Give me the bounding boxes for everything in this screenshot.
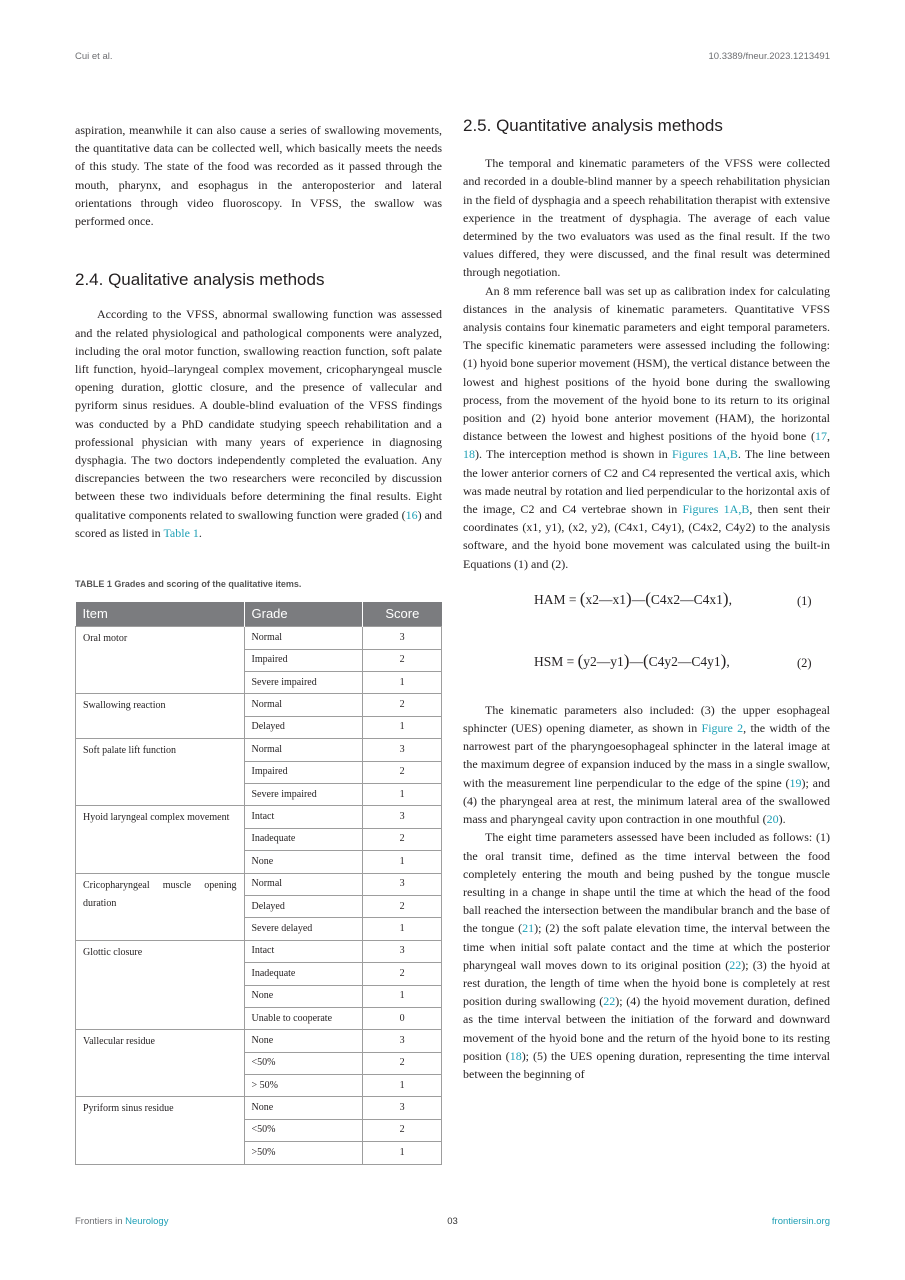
grade-cell: Delayed [244,716,363,738]
figure-link[interactable]: Figures 1A,B [682,502,750,517]
text: ); (4) the hyoid movement duration, defined as the time interval between the initiation of the forward and downward movement of the hyoid bone and the return of the hyoid bone to its resting position ( [463,994,830,1063]
journal-name[interactable]: Neurology [125,1216,169,1227]
grade-cell: >50% [244,1142,363,1164]
grade-cell: Intact [244,940,363,962]
citation-link[interactable]: 17 [815,429,827,444]
table-caption: TABLE 1 Grades and scoring of the qualitative items. [75,579,302,590]
score-cell: 2 [363,963,442,985]
score-cell: 1 [363,851,442,873]
item-cell: Hyoid laryngeal complex movement [76,806,245,873]
score-cell: 1 [363,784,442,806]
score-cell: 3 [363,1030,442,1052]
paragraph [463,701,830,828]
grade-cell: None [244,851,363,873]
citation-link[interactable]: 20 [766,812,779,827]
paragraph [463,828,830,1083]
text: ). [778,812,786,827]
grade-cell: Normal [244,873,363,895]
score-cell: 3 [363,627,442,649]
grade-cell: Impaired [244,761,363,783]
grade-cell: Severe delayed [244,918,363,940]
equation-term: C4y2—C4y1 [648,653,721,669]
text: The kinematic parameters also included: (3) the upper esophageal sphincter (UES) opening diameter, as shown in [463,702,830,736]
equation-2 [463,648,830,679]
text: ); (3) the hyoid at rest duration, the length of time when the hyoid bone is completely at rest position during swallowing ( [463,957,830,1009]
score-cell: 3 [363,873,442,895]
item-cell: Vallecular residue [76,1030,245,1097]
citation-link[interactable]: 22 [603,994,616,1009]
score-cell: 3 [363,940,442,962]
text: . The line between the lower anterior corners of C2 and C4 represented the vertical axis, which was made neutral by rotation and lied perpendicular to the horizontal axis of the image, C2 and C4 vertebrae shown in [463,447,830,517]
equation-term: x2—x1 [585,591,627,607]
table-row [76,739,442,761]
table-link[interactable]: Table 1 [163,525,199,540]
grade-cell: Impaired [244,649,363,671]
paragraph: The temporal and kinematic parameters of the VFSS were collected and recorded in a double-blind manner by a speech rehabilitation physician in the field of dysphagia and a speech rehabilitation therapist with extensive experience in the treatment of dysphagia. The average of each value determined by the two evaluators was used as the final result. If the two values differed, they were discussed, and the final result was determined through negotiation. [463,156,830,280]
text: , [827,429,830,444]
table-row [76,627,442,649]
qualitative-items-table [75,602,442,1164]
equation-body: HAM = (x2—x1)—(C4x2—C4x1), [534,588,732,608]
table-header-row [76,602,442,627]
figure-link[interactable]: Figures 1A,B [672,447,738,462]
text: ); (5) the UES opening duration, representing the time interval between the beginning of [463,1048,831,1081]
score-cell: 2 [363,694,442,716]
grade-cell: None [244,1030,363,1052]
score-cell: 1 [363,918,442,940]
score-cell: 1 [363,985,442,1007]
score-cell: 1 [363,672,442,694]
text: The eight time parameters assessed have been included as follows: (1) the oral transit time, defined as the time interval between the food completely entering the mouth and being pushed by the tongue muscle resulting in a change in shape until the time at which the head of the food ball reached the intersection between the mandibular branch and the base of the tongue ( [463,830,830,936]
paragraph: aspiration, meanwhile it can also cause a series of swallowing movements, the quantitative data can be collected well, which basically meets the needs of this study. The state of the food was recorded as it passed through the mouth, pharynx, and esophagus in the anteroposterior and lateral orientations through video fluoroscopy. In VFSS, the swallow was performed once. [75,123,442,229]
journal-prefix: Frontiers in [75,1216,123,1227]
text: An 8 mm reference ball was set up as calibration index for calculating distances in the analysis of kinematic parameters. Quantitative VFSS analysis contains four kinematic parameters and eight temporal parameters. The specific kinematic parameters were assessed including the following: (1) hyoid bone superior movement (HSM), the vertical distance between the lowest and highest positions of the hyoid bone during the swallowing process, from the movement of the hyoid bone to its return to its original position and (2) hyoid bone anterior movement (HAM), the horizontal distance between the lowest and highest positions of the hyoid bone ( [463,283,830,444]
equation-lhs: HAM = [534,591,580,607]
grade-cell: Severe impaired [244,672,363,694]
doi[interactable]: 10.3389/fneur.2023.1213491 [708,51,830,62]
table-row [76,873,442,895]
item-cell: Soft palate lift function [76,739,245,806]
site-link[interactable]: frontiersin.org [771,1216,830,1227]
equation-term: y2—y1 [583,653,624,669]
citation-link[interactable]: 19 [789,775,802,790]
grade-cell: Normal [244,694,363,716]
page-number: 03 [447,1216,458,1227]
running-author: Cui et al. [75,51,113,62]
score-cell: 3 [363,806,442,828]
paragraph [463,282,830,573]
citation-link[interactable]: 22 [729,957,742,972]
table-row [76,694,442,716]
score-cell: 1 [363,716,442,738]
score-cell: 0 [363,1007,442,1029]
grade-cell: Unable to cooperate [244,1007,363,1029]
score-cell: 2 [363,1052,442,1074]
score-cell: 3 [363,739,442,761]
grade-cell: None [244,985,363,1007]
table-row [76,1030,442,1052]
score-cell: 1 [363,1075,442,1097]
score-cell: 3 [363,1097,442,1119]
citation-link[interactable]: 21 [522,921,535,936]
grade-cell: Normal [244,739,363,761]
grade-cell: <50% [244,1119,363,1141]
column-header-item: Item [76,602,245,627]
item-cell: Pyriform sinus residue [76,1097,245,1164]
item-cell: Cricopharyngeal muscle opening duration [76,873,245,940]
text: , the width of the narrowest part of the pharyngoesophageal sphincter in the lateral image at the maximum degree of expansion induced by the mass in a single swallow, with the measurement line perpendicular to the edge of the spine ( [463,721,830,790]
score-cell: 2 [363,1119,442,1141]
grade-cell: Inadequate [244,963,363,985]
text: ) and scored as listed in [75,507,442,540]
grade-cell: Intact [244,806,363,828]
figure-link[interactable]: Figure 2 [701,721,744,736]
item-cell: Glottic closure [76,940,245,1030]
grade-cell: > 50% [244,1075,363,1097]
citation-link[interactable]: 18 [509,1048,522,1063]
equation-lhs: HSM = [534,653,578,669]
item-cell: Oral motor [76,627,245,694]
score-cell: 1 [363,1142,442,1164]
text: ). The interception method is shown in [475,447,672,462]
score-cell: 2 [363,828,442,850]
grade-cell: None [244,1097,363,1119]
score-cell: 2 [363,649,442,671]
text: ); (2) the soft palate elevation time, the interval between the time when initial soft palate contact and the time at which the posterior pharyngeal wall moves down to its original position ( [463,921,830,972]
column-header-grade: Grade [244,602,363,627]
table-row [76,806,442,828]
grade-cell: Severe impaired [244,784,363,806]
score-cell: 2 [363,895,442,917]
text: . [198,525,202,540]
grade-cell: Inadequate [244,828,363,850]
text: , then sent their coordinates (x1, y1), (x2, y2), (C4x1, C4y1), (C4x2, C4y2) to the analysis software, and the hyoid bone movement was calculated using the built-in Equations (1) and (2). [463,502,831,571]
table-row [76,940,442,962]
text: ); and (4) the pharyngeal area at rest, the minimum lateral area of the swallowed mass and pharyngeal cavity upon contraction in one mouthful ( [463,775,831,827]
equation-number: (2) [797,655,812,670]
item-cell: Swallowing reaction [76,694,245,739]
grade-cell: Delayed [244,895,363,917]
left-column [75,121,442,1165]
column-header-score: Score [363,602,442,627]
citation-link[interactable]: 18 [463,447,475,462]
equation-term: C4x2—C4x1 [650,591,723,607]
text: According to the VFSS, abnormal swallowing function was assessed and the related physiological and pathological components were analyzed, including the oral motor function, swallowing reaction function, soft palate lift function, hyoid–laryngeal complex movement, cricopharyngeal muscle opening duration, glottic closure, and the presence of vallecular and pyriform sinus residues. A double-blind evaluation of the VFSS findings was conducted by a PhD candidate studying speech rehabilitation and a professional physician with many years of experience in diagnosing dysphagia. The two doctors independently completed the evaluation. Any discrepancies between the two researchers were reconciled by discussion between these two individuals before determining the final results. Eight qualitative components related to swallowing function were graded ( [75,307,442,522]
right-column [463,117,830,1083]
section-heading-2-5: 2.5. Quantitative analysis methods [463,116,723,135]
citation-link[interactable]: 16 [405,507,418,522]
score-cell: 2 [363,761,442,783]
table-row [76,1097,442,1119]
equation-body: HSM = (y2—y1)—(C4y2—C4y1), [534,650,730,670]
equation-1 [463,586,830,617]
equation-number: (1) [797,593,812,608]
section-heading-2-4: 2.4. Qualitative analysis methods [75,270,325,290]
paragraph [75,305,442,542]
grade-cell: <50% [244,1052,363,1074]
grade-cell: Normal [244,627,363,649]
